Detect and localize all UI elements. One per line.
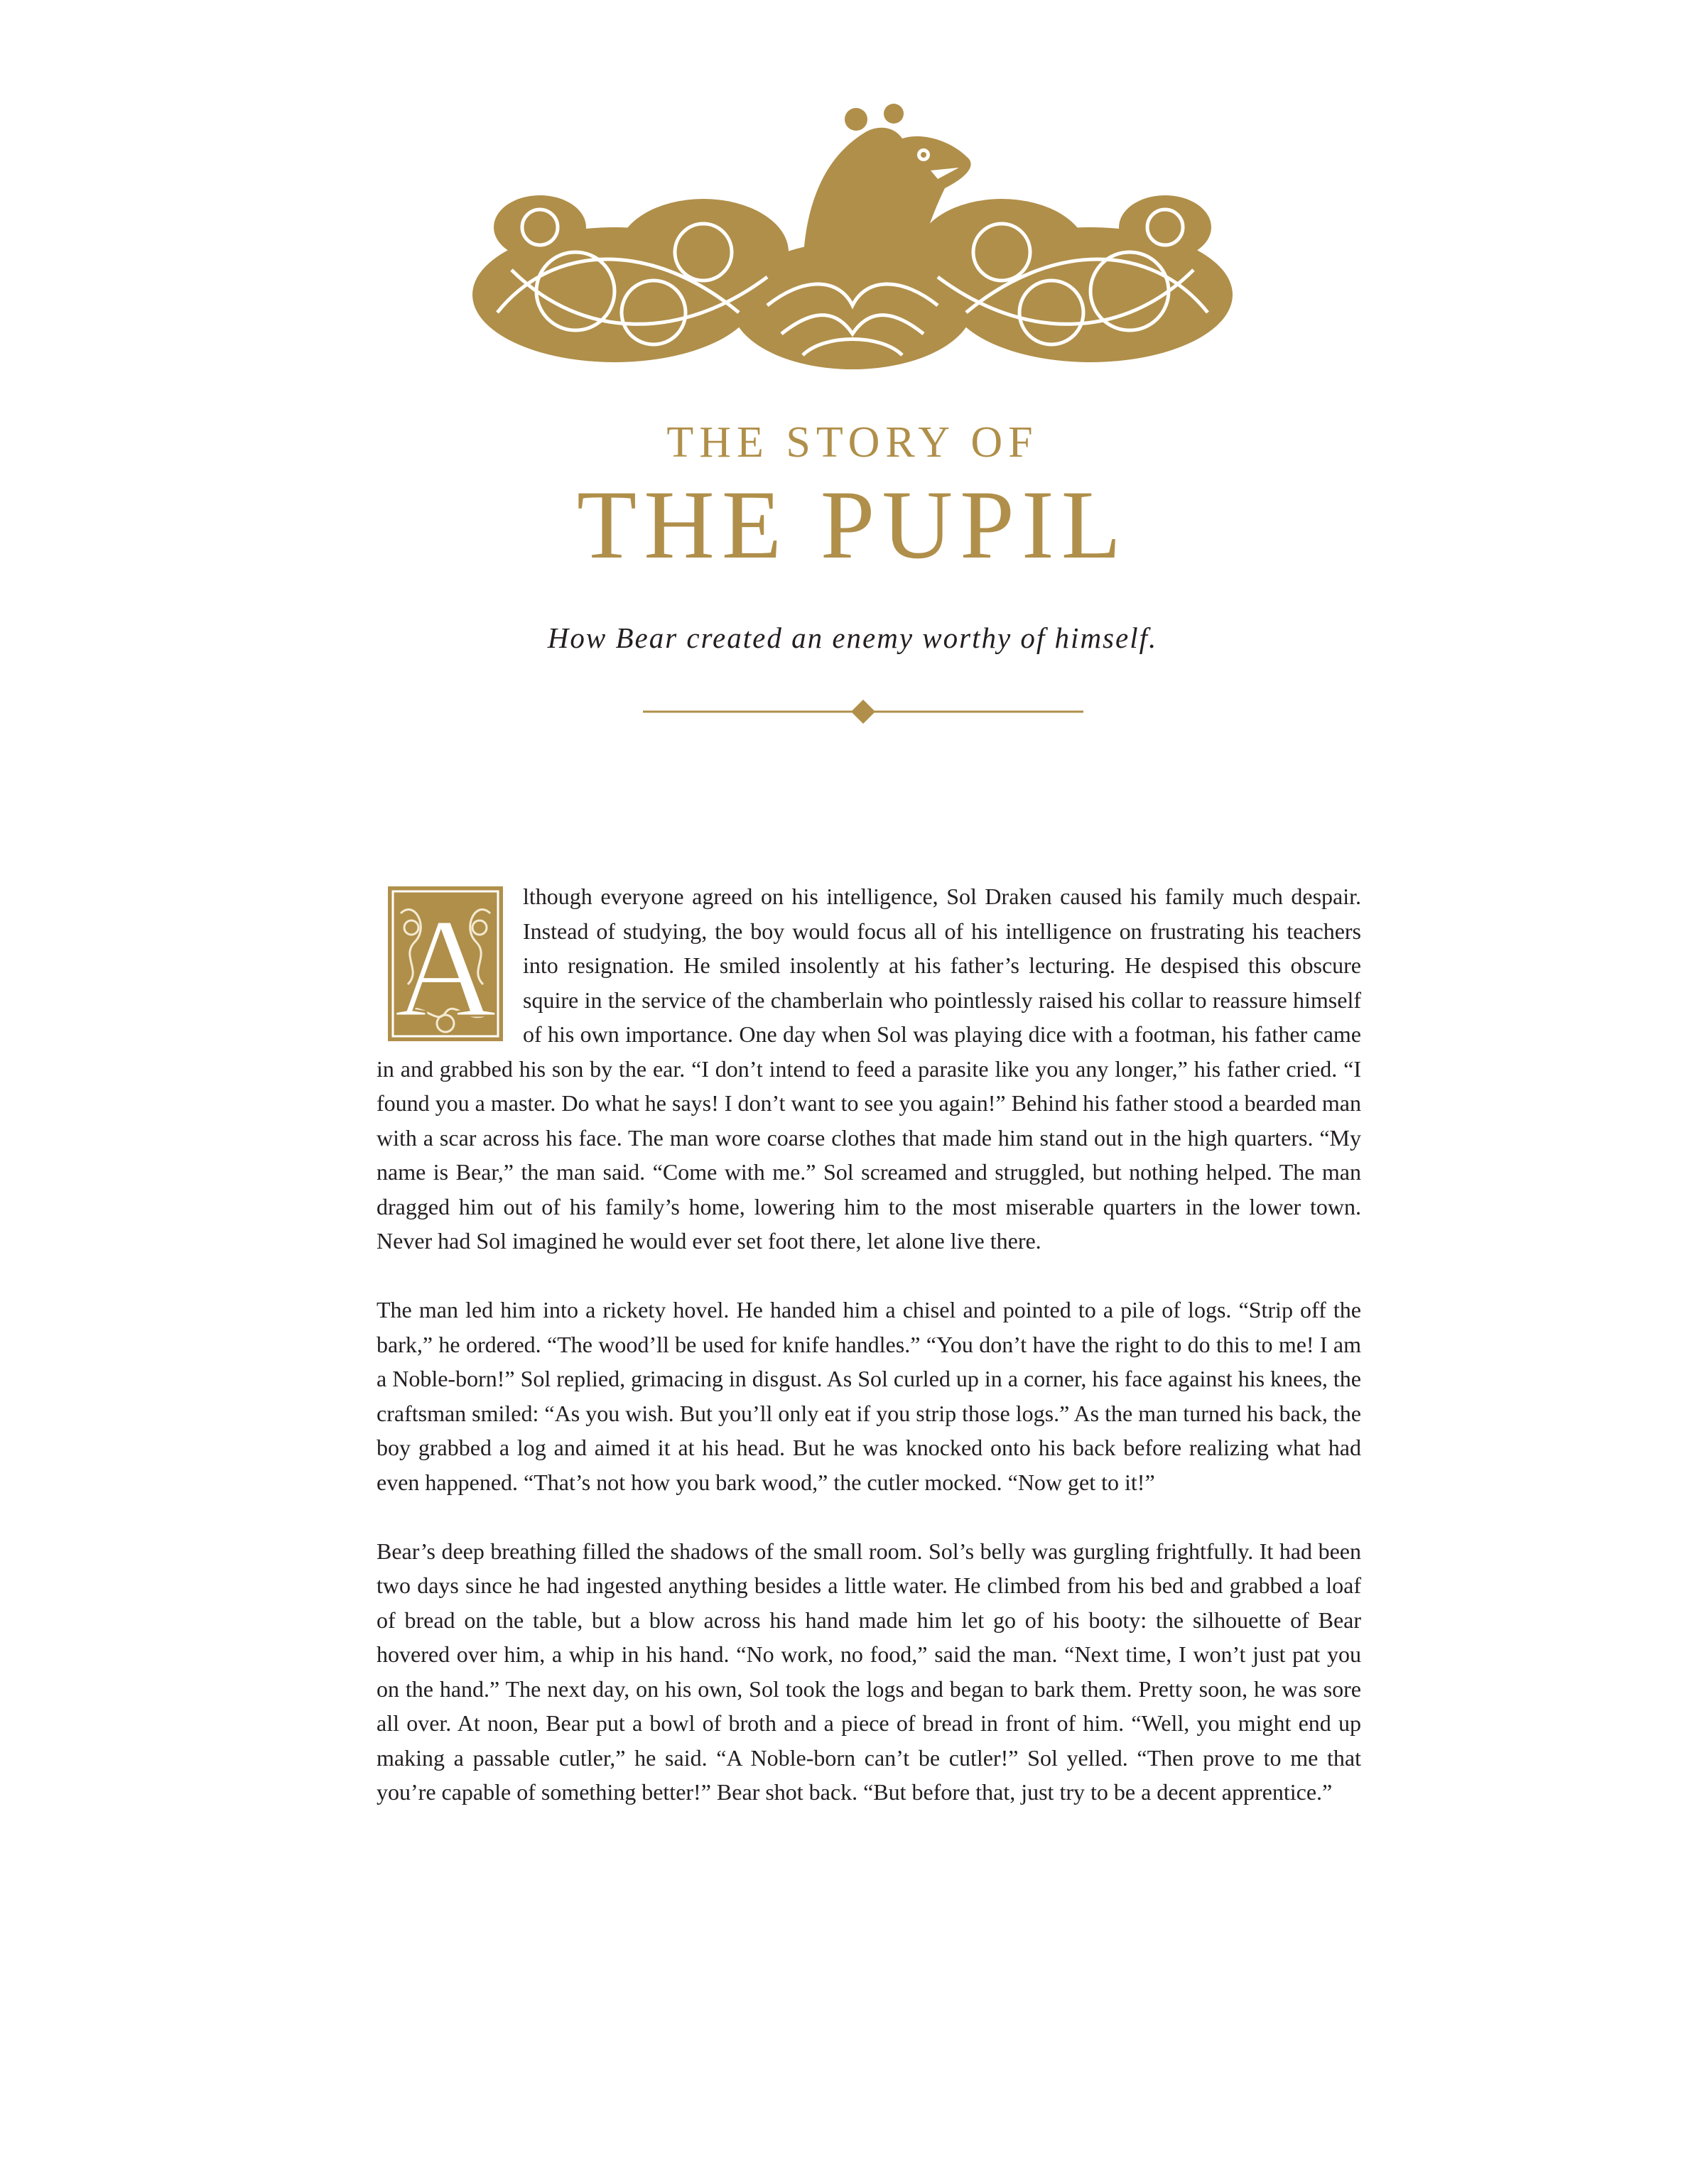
paragraph-text: lthough everyone agreed on his intelligence, Sol Draken caused his family much despair. Instead of studying, the boy would focus all of his intelligence on frustrating his teachers into resignation. He smiled insolently at his father’s lecturing. He despised this obscure squire in the service of the chamberlain who pointlessly raised his collar to reassure himself of his own importance. One day when Sol was playing dice with a footman, his father came in and grabbed his son by the ear. “I don’t intend to feed a parasite like you any longer,” his father cried. “I found you a master. Do what he says! I don’t want to see you again!” Behind his father stood a bearded man with a scar across his face. The man wore coarse clothes that made him stand out in the high quarters. “My name is Bear,” the man said. “Come with me.” Sol screamed and struggled, but nothing helped. The man dragged him out of his family’s home, lowering him to the most miserable quarters in the lower town. Never had Sol imagined he would ever set foot there, let alone live there. [377,884,1361,1254]
bear-knotwork-ornament-icon [469,99,1236,376]
story-tagline: How Bear created an enemy worthy of himself. [547,621,1158,654]
drop-cap-letter: A [394,890,497,1047]
story-paragraph-3: Bear’s deep breathing filled the shadows of the small room. Sol’s belly was gurgling frightfully. It had been two days since he had ingested anything besides a little water. He climbed from his bed and grabbed a loaf of bread on the table, but a blow across his hand made him let go of his booty: the silhouette of Bear hovered over him, a whip in his hand. “No work, no food,” said the man. “Next time, I won’t just pat you on the hand.” The next day, on his own, Sol took the logs and began to bark them. Pretty soon, he was sore all over. At noon, Bear put a bowl of broth and a piece of bread in front of him. “Well, you might end up making a passable cutler,” he said. “A Noble-born can’t be cutler!” Sol yelled. “Then prove to me that you’re capable of something better!” Bear shot back. “But before that, just try to be a decent apprentice.” [377,1538,1361,1805]
story-body [377,879,1361,1844]
illuminated-letter-icon [386,885,504,1047]
diamond-divider-icon [643,697,1083,726]
story-title: THE PUPIL [576,470,1129,579]
story-paragraph-2: The man led him into a rickety hovel. He handed him a chisel and pointed to a pile of logs. “Strip off the bark,” he ordered. “The wood’ll be used for knife handles.” “You don’t have the right to do this to me! I am a Noble-born!” Sol replied, grimacing in disgust. As Sol curled up in a corner, his face against his knees, the craftsman smiled: “As you wish. But you’ll only eat if you strip those logs.” As the man turned his back, the boy grabbed a log and aimed it at his head. But he was knocked onto his back before realizing what had even happened. “That’s not how you bark wood,” the cutler mocked. “Now get to it!” [377,1297,1361,1495]
story-subheading: THE STORY OF [666,418,1039,467]
story-paragraph-1 [377,879,1361,1259]
